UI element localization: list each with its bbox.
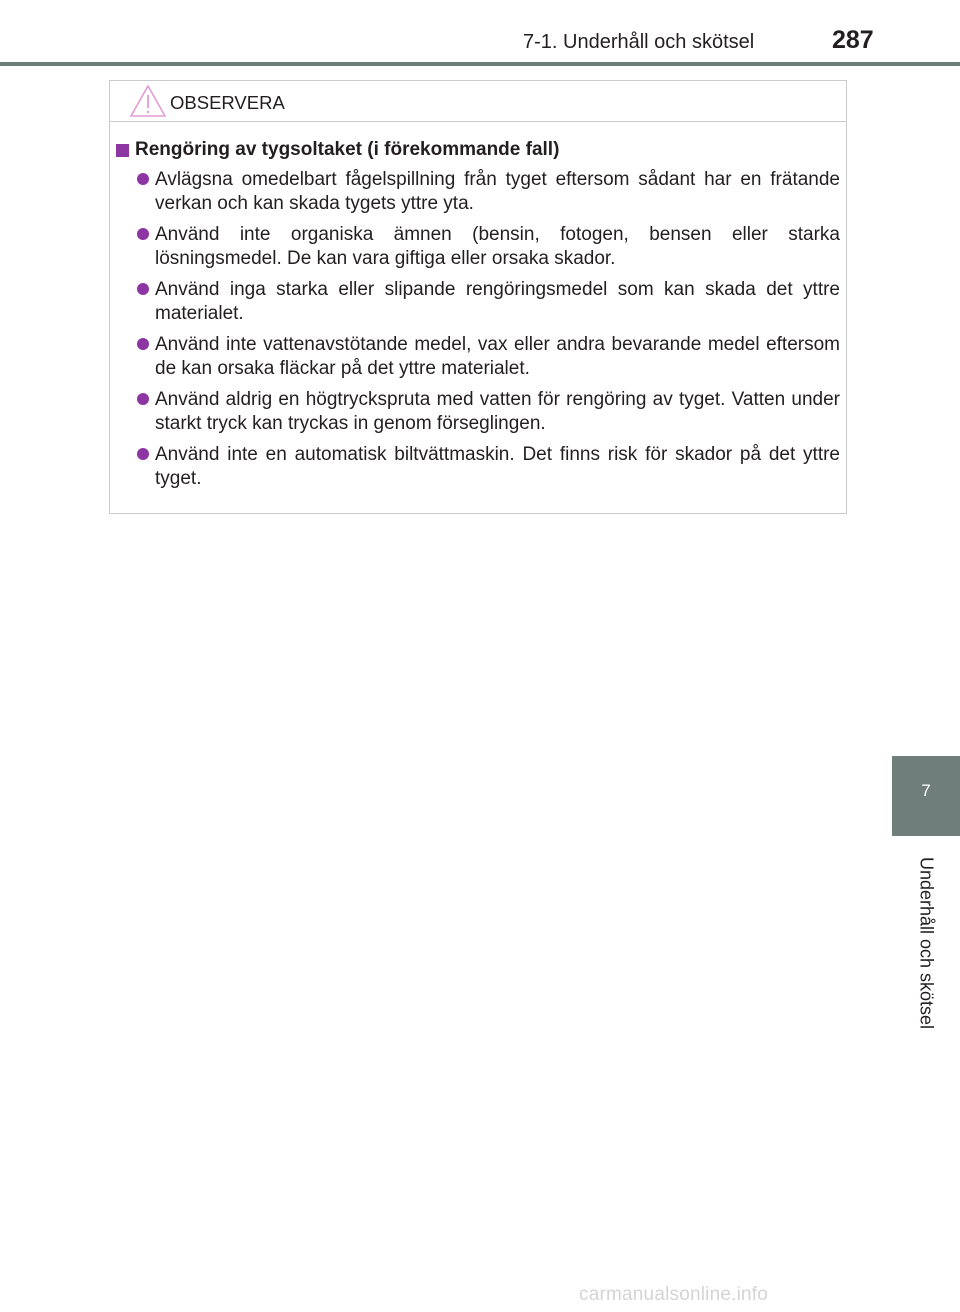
round-bullet-icon (137, 173, 149, 185)
footer-watermark: carmanualsonline.info (579, 1284, 769, 1305)
list-item (137, 168, 840, 216)
list-item-text: Använd inte organiska ämnen (bensin, fotogen, bensen eller starka lösningsmedel. De kan vara giftiga eller orsaka skador. (155, 224, 840, 269)
list-item-text: Avlägsna omedelbart fågelspillning från tyget eftersom sådant har en frätande verkan och kan skada tygets yttre yta. (155, 169, 840, 214)
round-bullet-icon (137, 338, 149, 350)
list-item (137, 443, 840, 491)
chapter-label: Underhåll och skötsel (916, 856, 937, 1030)
notice-header (110, 81, 846, 122)
chapter-number: 7 (921, 781, 931, 800)
header-divider (0, 62, 960, 66)
page-number: 287 (832, 26, 874, 54)
list-item-text: Använd inga starka eller slipande rengöringsmedel som kan skada det yttre materialet. (155, 279, 840, 324)
section-title: 7-1. Underhåll och skötsel (523, 31, 755, 53)
notice-box (109, 80, 847, 514)
chapter-tab (892, 756, 960, 836)
list-item (137, 388, 840, 436)
page-header (0, 0, 960, 66)
warning-triangle-icon (129, 84, 167, 118)
round-bullet-icon (137, 228, 149, 240)
round-bullet-icon (137, 393, 149, 405)
section-heading (116, 139, 559, 161)
list-item (137, 333, 840, 381)
notice-title: OBSERVERA (170, 92, 285, 113)
list-item (137, 278, 840, 326)
list-item-text: Använd inte en automatisk biltvättmaskin. Det finns risk för skador på det yttre tyget. (155, 444, 840, 489)
caution-list (137, 168, 840, 498)
round-bullet-icon (137, 283, 149, 295)
list-item-text: Använd inte vattenavstötande medel, vax eller andra bevarande medel eftersom de kan orsaka fläckar på det yttre materialet. (155, 334, 840, 379)
square-bullet-icon (116, 144, 129, 157)
round-bullet-icon (137, 448, 149, 460)
list-item-text: Använd aldrig en högtryckspruta med vatten för rengöring av tyget. Vatten under starkt tryck kan tryckas in genom förseglingen. (155, 389, 840, 434)
list-item (137, 223, 840, 271)
section-heading-text: Rengöring av tygsoltaket (i förekommande fall) (135, 139, 560, 160)
